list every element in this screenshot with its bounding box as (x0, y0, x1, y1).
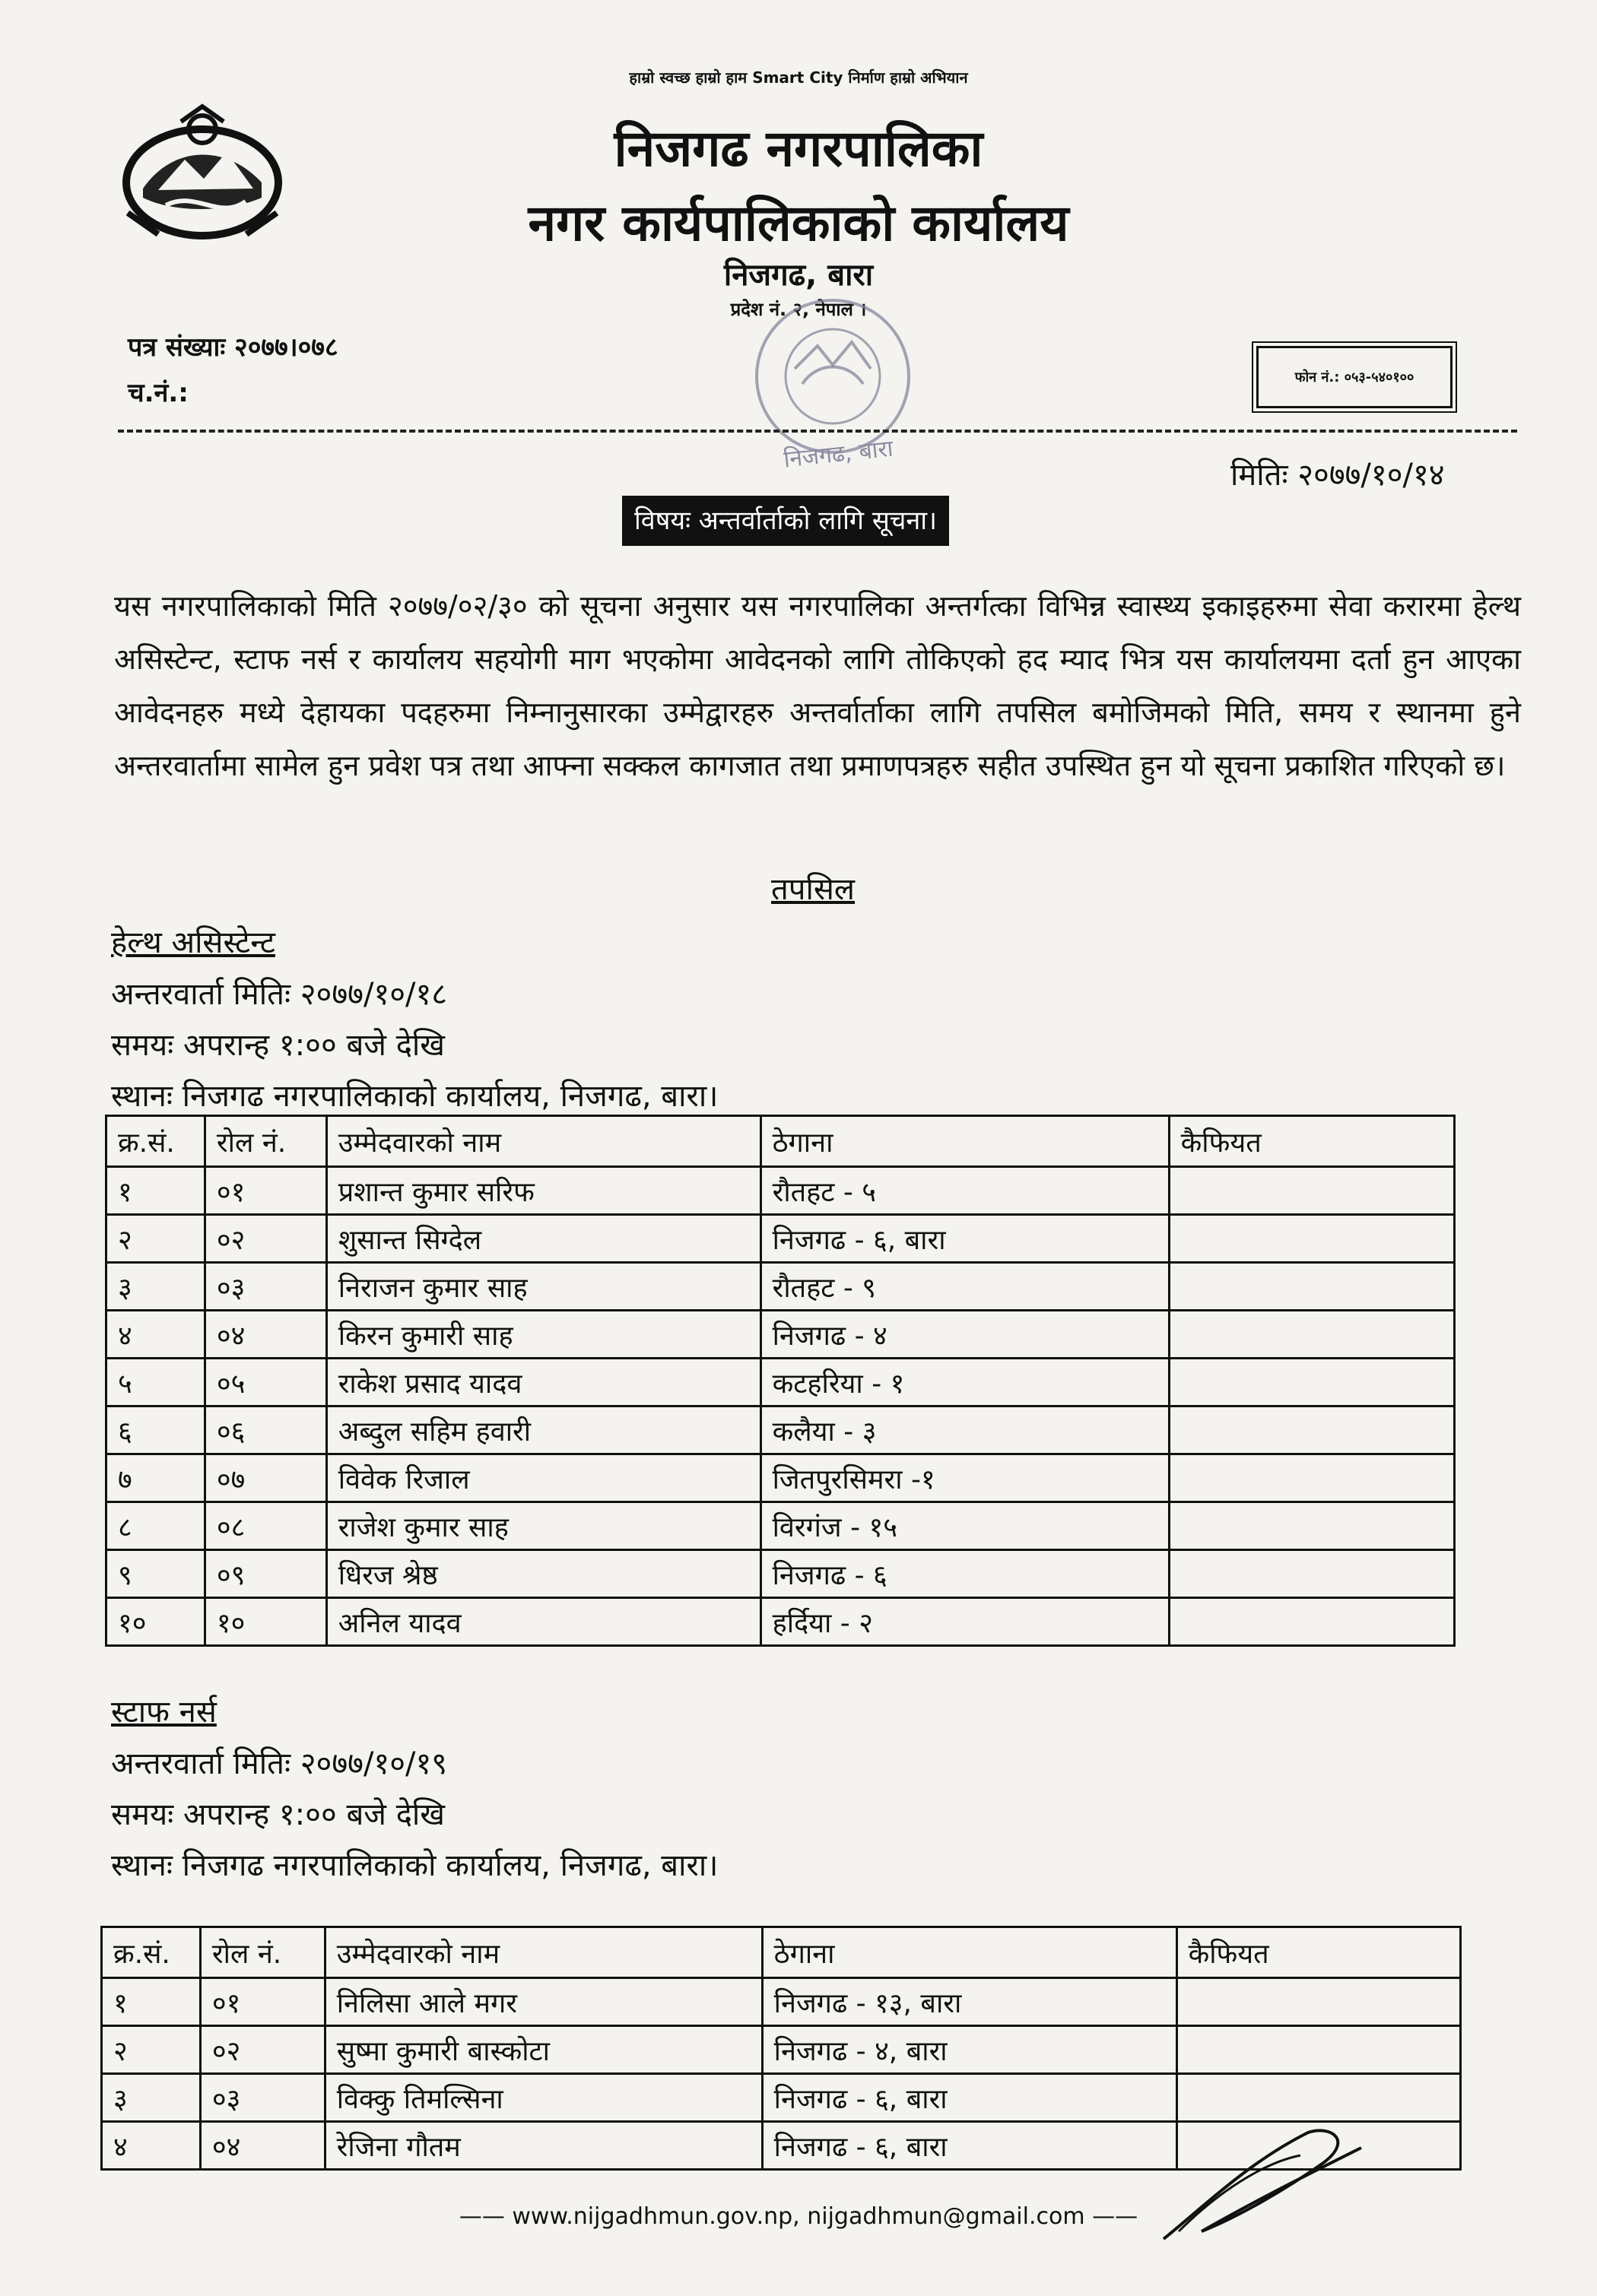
cell-serial: ९ (106, 1550, 205, 1598)
cell-address: जितपुरसिमरा -१ (760, 1454, 1169, 1502)
cell-name: धिरज श्रेष्ठ (326, 1550, 760, 1598)
cell-remarks (1169, 1359, 1454, 1406)
table-row (106, 1454, 1455, 1502)
cell-remarks (1169, 1311, 1454, 1359)
cell-name: प्रशान्त कुमार सरिफ (326, 1167, 760, 1215)
table-row (102, 1978, 1461, 2026)
subject-label: विषयः अन्तर्वार्ताको लागि सूचना। (622, 496, 949, 546)
interview-place: स्थानः निजगढ नगरपालिकाको कार्यालय, निजगढ, बारा। (111, 1848, 719, 1883)
cell-address: रौतहट - ९ (760, 1263, 1169, 1311)
notice-date: मितिः २०७७/१०/१४ (1230, 458, 1445, 493)
province: प्रदेश नं. २, नेपाल । (730, 299, 867, 320)
cell-address: कटहरिया - १ (760, 1359, 1169, 1406)
table-row (102, 2074, 1461, 2122)
cell-name: शुसान्त सिग्देल (326, 1215, 760, 1263)
cell-name: निराजन कुमार साह (326, 1263, 760, 1311)
stamp-text: निजगढ, बारा (782, 435, 895, 474)
cell-roll: १० (205, 1598, 326, 1646)
cell-serial: ३ (106, 1263, 205, 1311)
cell-roll: ०३ (200, 2074, 325, 2122)
cell-serial: २ (106, 1215, 205, 1263)
cell-roll: ०२ (200, 2026, 325, 2074)
cell-name: राकेश प्रसाद यादव (326, 1359, 760, 1406)
cell-roll: ०२ (205, 1215, 326, 1263)
cell-address: हर्दिया - २ (760, 1598, 1169, 1646)
interview-place: स्थानः निजगढ नगरपालिकाको कार्यालय, निजगढ, बारा। (111, 1079, 719, 1114)
cell-name: निलिसा आले मगर (325, 1978, 762, 2026)
cell-remarks (1176, 2074, 1460, 2122)
cell-address: निजगढ - ६, बारा (762, 2074, 1176, 2122)
phone-box: फोन नं.: ०५३-५४०१०० (1256, 346, 1453, 408)
cell-remarks (1169, 1502, 1454, 1550)
cell-remarks (1176, 1978, 1460, 2026)
cell-remarks (1169, 1215, 1454, 1263)
cell-name: विक्कु तिमल्सिना (325, 2074, 762, 2122)
col-roll: रोल नं. (200, 1927, 325, 1978)
table-row (106, 1359, 1455, 1406)
table-row (102, 2026, 1461, 2074)
table-row (106, 1598, 1455, 1646)
cell-serial: १ (102, 1978, 201, 2026)
cell-address: निजगढ - ६ (760, 1550, 1169, 1598)
cell-serial: ३ (102, 2074, 201, 2122)
cell-name: अनिल यादव (326, 1598, 760, 1646)
cell-name: किरन कुमारी साह (326, 1311, 760, 1359)
header-divider (118, 430, 1517, 433)
interview-time: समयः अपरान्ह १:०० बजे देखि (111, 1028, 446, 1063)
candidates-table-health-assistant (105, 1115, 1456, 1647)
cell-address: कलैया - ३ (760, 1406, 1169, 1454)
cell-roll: ०१ (200, 1978, 325, 2026)
col-serial: क्र.सं. (106, 1116, 205, 1167)
cell-roll: ०९ (205, 1550, 326, 1598)
cell-roll: ०५ (205, 1359, 326, 1406)
table-header-row (106, 1116, 1455, 1167)
table-row (106, 1263, 1455, 1311)
dispatch-number: च.नं.: (128, 378, 189, 408)
cell-address: विरगंज - १५ (760, 1502, 1169, 1550)
cell-roll: ०४ (205, 1311, 326, 1359)
cell-remarks (1169, 1406, 1454, 1454)
section-title-staff-nurse: स्टाफ नर्स (111, 1695, 217, 1730)
interview-date: अन्तरवार्ता मितिः २०७७/१०/१८ (111, 977, 448, 1012)
cell-name: सुष्मा कुमारी बास्कोटा (325, 2026, 762, 2074)
cell-roll: ०३ (205, 1263, 326, 1311)
cell-address: रौतहट - ५ (760, 1167, 1169, 1215)
cell-address: निजगढ - ६, बारा (760, 1215, 1169, 1263)
cell-serial: ७ (106, 1454, 205, 1502)
cell-remarks (1169, 1598, 1454, 1646)
col-serial: क्र.सं. (102, 1927, 201, 1978)
cell-serial: १० (106, 1598, 205, 1646)
cell-roll: ०४ (200, 2122, 325, 2170)
cell-serial: ४ (106, 1311, 205, 1359)
footer-contact: —— www.nijgadhmun.gov.np, nijgadhmun@gmail.com —— (459, 2203, 1138, 2230)
table-row (106, 1406, 1455, 1454)
table-row (106, 1550, 1455, 1598)
table-row (106, 1215, 1455, 1263)
cell-roll: ०७ (205, 1454, 326, 1502)
cell-remarks (1176, 2026, 1460, 2074)
cell-remarks (1169, 1454, 1454, 1502)
col-address: ठेगाना (762, 1927, 1176, 1978)
cell-remarks (1169, 1167, 1454, 1215)
cell-address: निजगढ - ६, बारा (762, 2122, 1176, 2170)
table-header-row (102, 1927, 1461, 1978)
cell-serial: ८ (106, 1502, 205, 1550)
interview-time: समयः अपरान्ह १:०० बजे देखि (111, 1797, 446, 1832)
office-address: निजगढ, बारा (723, 258, 874, 293)
cell-name: विवेक रिजाल (326, 1454, 760, 1502)
table-row (106, 1167, 1455, 1215)
office-name: नगर कार्यपालिकाको कार्यालय (528, 194, 1069, 252)
cell-roll: ०१ (205, 1167, 326, 1215)
cell-address: निजगढ - १३, बारा (762, 1978, 1176, 2026)
cell-address: निजगढ - ४ (760, 1311, 1169, 1359)
cell-name: राजेश कुमार साह (326, 1502, 760, 1550)
cell-address: निजगढ - ४, बारा (762, 2026, 1176, 2074)
cell-serial: १ (106, 1167, 205, 1215)
notice-body: यस नगरपालिकाको मिति २०७७/०२/३० को सूचना अनुसार यस नगरपालिका अन्तर्गत्का विभिन्न स्वास्थ्य इकाइहरुमा सेवा करारमा हेल्थ असिस्टेन्ट, स्टाफ नर्स र कार्यालय सहयोगी माग भएकोमा आवेदनको लागि तोकिएको हद म्याद भित्र यस कार्यालयमा दर्ता हुन आएका आवेदनहरु मध्ये देहायका पदहरुमा निम्नानुसारका उम्मेद्वारहरु अन्तर्वार्ताका लागि तपसिल बमोजिमको मिति, समय र स्थानमा हुने अन्तरवार्तामा सामेल हुन प्रवेश पत्र तथा आफ्ना सक्कल कागजात तथा प्रमाणपत्रहरु सहीत उपस्थित हुन यो सूचना प्रकाशित गरिएको छ। (114, 589, 1521, 782)
section-title-health-assistant: हेल्थ असिस्टेन्ट (111, 925, 275, 960)
col-name: उम्मेदवारको नाम (326, 1116, 760, 1167)
interview-date: अन्तरवार्ता मितिः २०७७/१०/१९ (111, 1746, 448, 1781)
col-name: उम्मेदवारको नाम (325, 1927, 762, 1978)
cell-serial: ४ (102, 2122, 201, 2170)
cell-name: रेजिना गौतम (325, 2122, 762, 2170)
table-row (106, 1311, 1455, 1359)
cell-name: अब्दुल सहिम हवारी (326, 1406, 760, 1454)
cell-serial: ५ (106, 1359, 205, 1406)
cell-serial: ६ (106, 1406, 205, 1454)
cell-roll: ०८ (205, 1502, 326, 1550)
table-row (106, 1502, 1455, 1550)
cell-remarks (1169, 1263, 1454, 1311)
cell-remarks (1169, 1550, 1454, 1598)
letter-number: पत्र संख्याः २०७७।०७८ (128, 332, 338, 363)
details-heading: तपसिल (771, 872, 856, 907)
col-address: ठेगाना (760, 1116, 1169, 1167)
municipality-name: निजगढ नगरपालिका (614, 119, 983, 178)
col-roll: रोल नं. (205, 1116, 326, 1167)
slogan: हाम्रो स्वच्छ हाम्रो हाम Smart City निर्माण हाम्रो अभियान (629, 68, 968, 87)
col-remarks: कैफियत (1169, 1116, 1454, 1167)
col-remarks: कैफियत (1176, 1927, 1460, 1978)
cell-roll: ०६ (205, 1406, 326, 1454)
cell-serial: २ (102, 2026, 201, 2074)
